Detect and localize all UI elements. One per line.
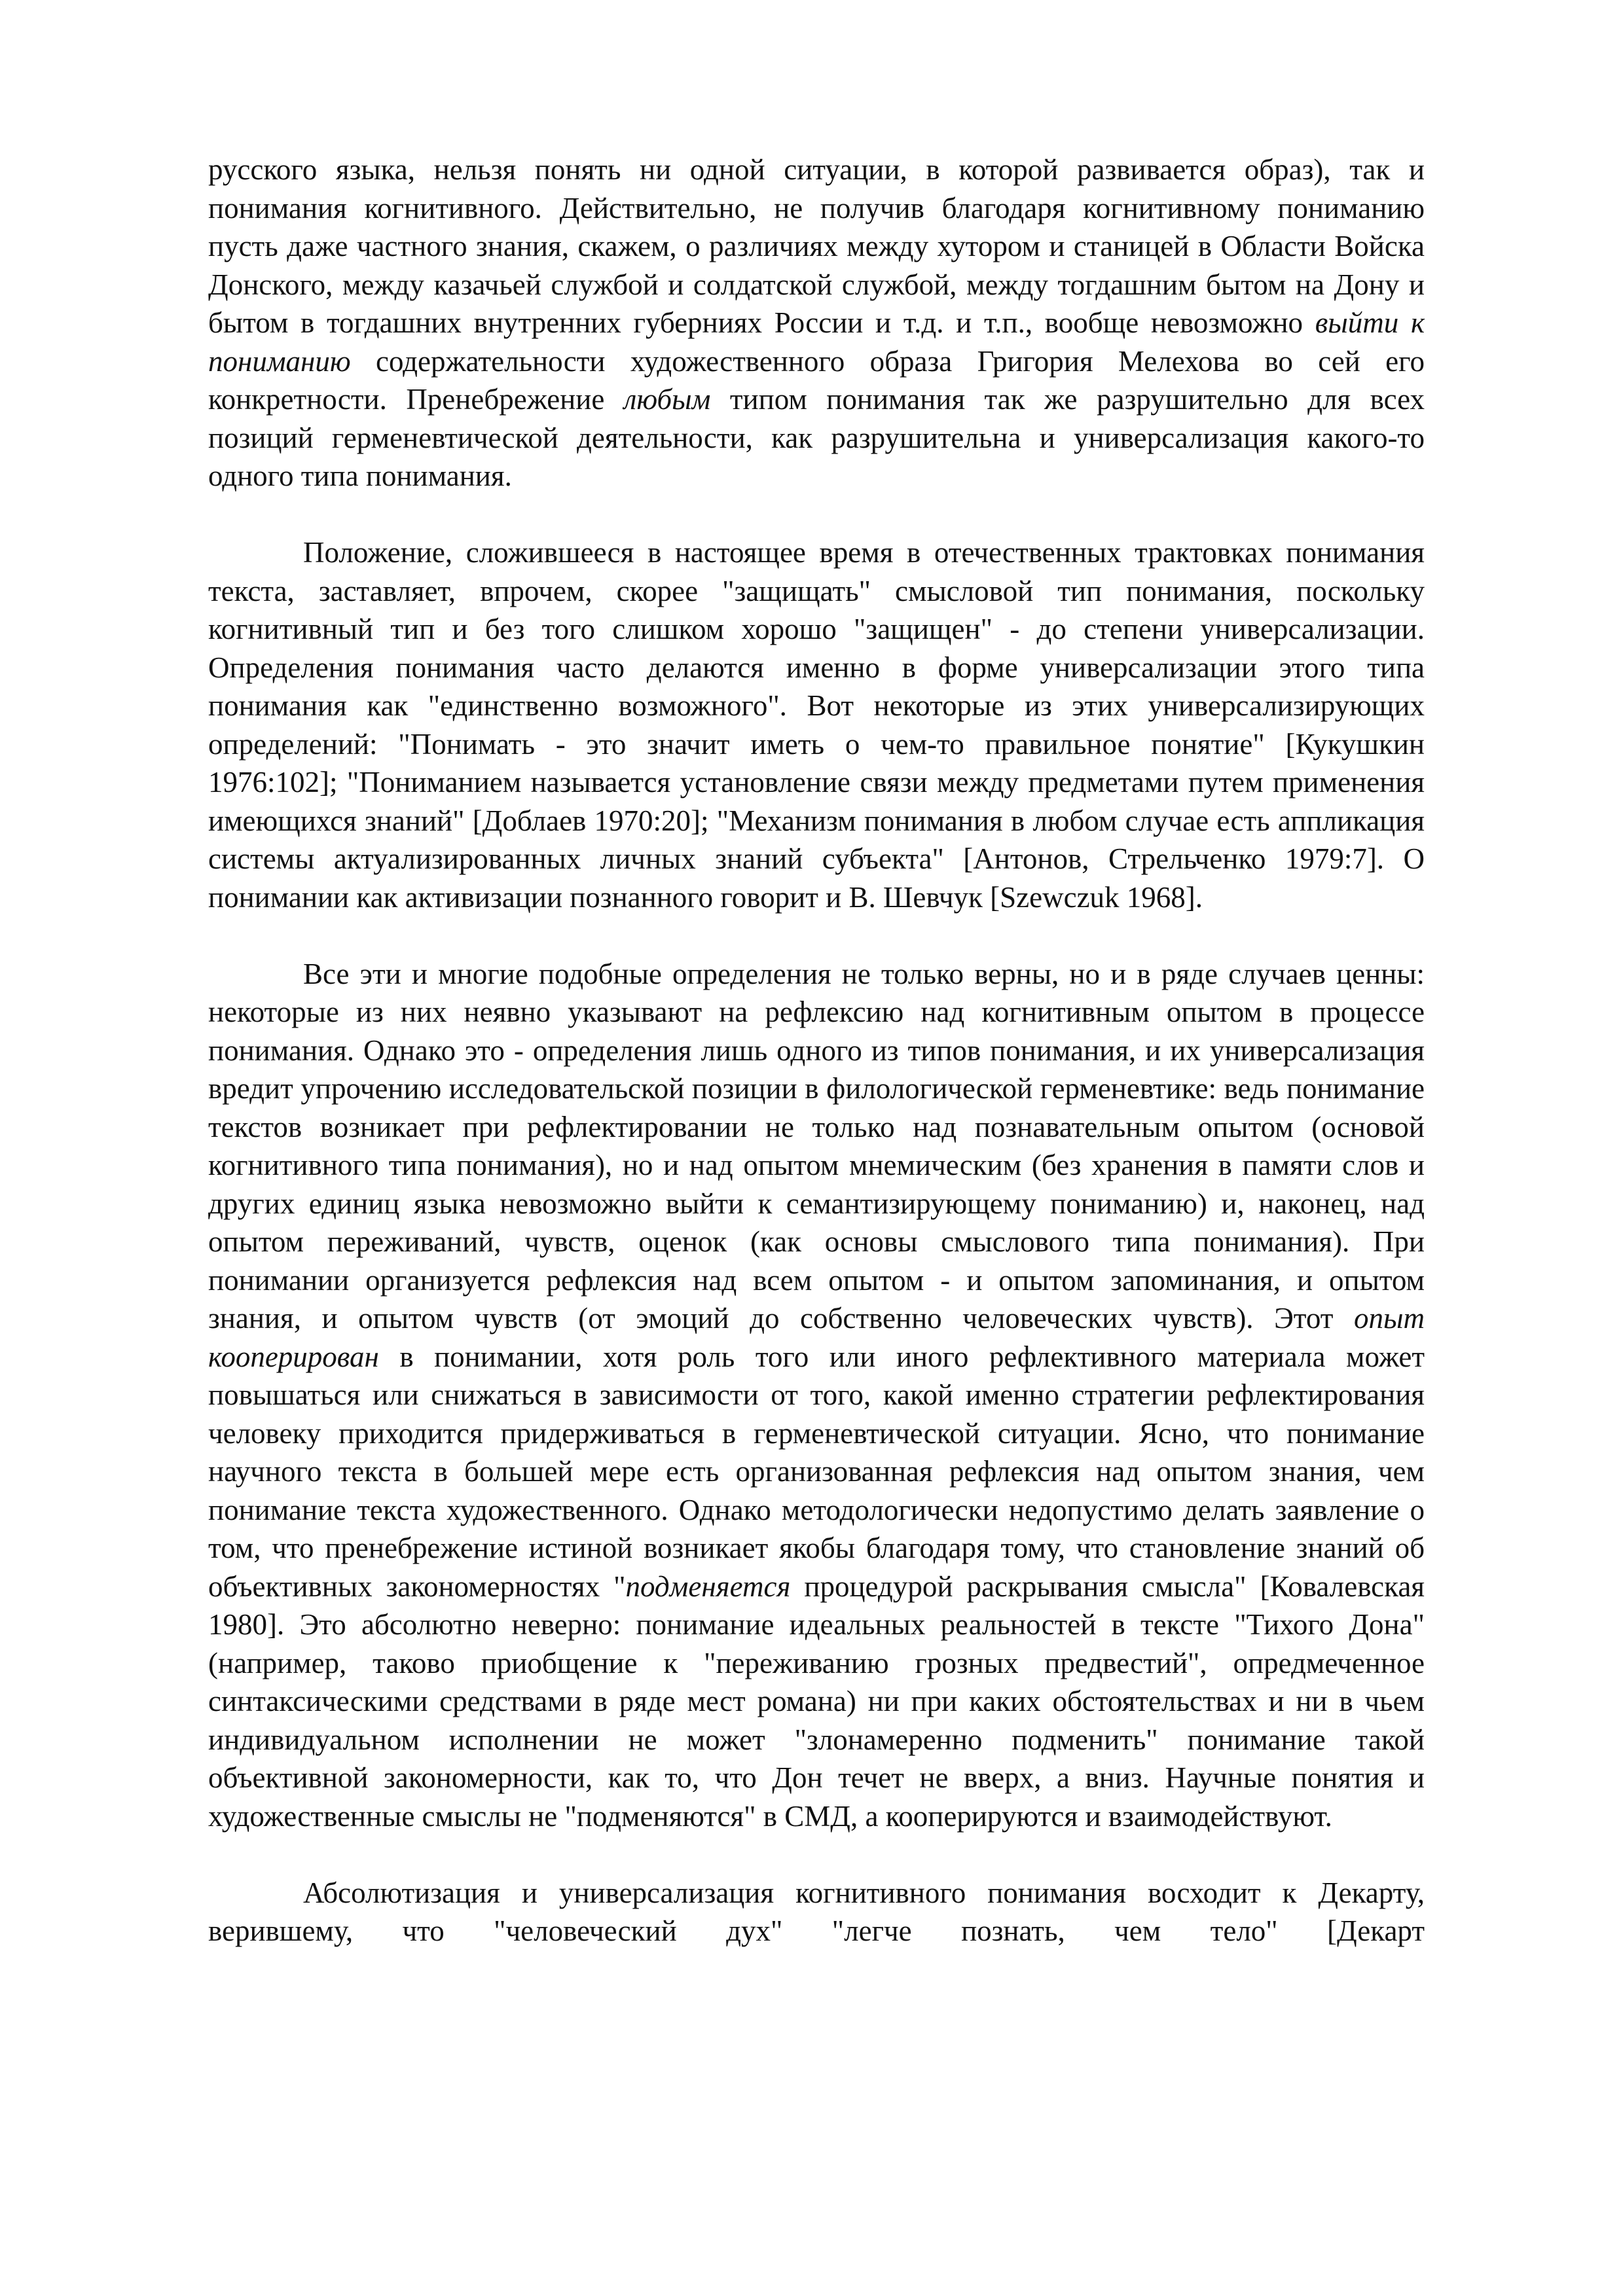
italic-text-run: выйти к пониманию (208, 306, 1425, 378)
paragraph-spacer (208, 1835, 1425, 1874)
text-run: русского языка, нельзя понять ни одной ситуации, в которой развивается образ), так и понимания когнитивного. Действительно, не получив благодаря когнитивному пониманию пусть даже частного знания, скажем, о различиях между хутором и станицей в Области Войска Донского, между казачьей службой и солдатской службой, между тогдашним бытом на Дону и бытом в тогдашних внутренних губерниях России и т.д. и т.п., вообще невозможно (208, 153, 1425, 339)
paragraph (208, 533, 1425, 916)
paragraph (208, 151, 1425, 495)
text-run: Положение, сложившееся в настоящее время в отечественных трактовках понимания текста, заставляет, впрочем, скорее "защищать" смысловой тип понимания, поскольку когнитивный тип и без того слишком хорошо "защищен" - до степени универсализации. Определения понимания часто делаются именно в форме универсализации этого типа понимания как "единственно возможного". Вот некоторые из этих универсализирующих определений: "Понимать - это значит иметь о чем-то правильное понятие" [Кукушкин 1976:102]; "Пониманием называется установление связи между предметами путем применения имеющихся знаний" [Доблаев 1970:20]; "Механизм понимания в любом случае есть аппликация системы актуализированных личных знаний субъекта" [Антонов, Стрельченко 1979:7]. О понимании как активизации познанного говорит и В. Шевчук [Szewczuk 1968]. (208, 536, 1425, 914)
italic-text-run: опыт кооперирован (208, 1302, 1425, 1373)
text-run: типом понимания так же разрушительно для всех позиций герменевтической деятельности, как разрушительна и универсализация какого-то одного типа понимания. (208, 383, 1425, 492)
paragraph-spacer (208, 916, 1425, 955)
text-run: содержательности художественного образа Григория Мелехова во сей его конкретности. Пренебрежение (208, 344, 1425, 416)
paragraph (208, 1874, 1425, 1950)
document-page (208, 151, 1425, 1950)
text-run: Все эти и многие подобные определения не только верны, но и в ряде случаев ценны: некоторые из них неявно указывают на рефлексию над когнитивным опытом в процессе понимания. Однако это - определения лишь одного из типов понимания, и их универсализация вредит упрочению исследовательской позиции в филологической герменевтике: ведь понимание текстов возникает при рефлектировании не только над познавательным опытом (основой когнитивного типа понимания), но и над опытом мнемическим (без хранения в памяти слов и других единиц языка невозможно выйти к семантизирующему пониманию) и, наконец, над опытом переживаний, чувств, оценок (как основы смыслового типа понимания). При понимании организуется рефлексия над всем опытом - и опытом запоминания, и опытом знания, и опытом чувств (от эмоций до собственно человеческих чувств). Этот (208, 957, 1425, 1335)
text-run: Абсолютизация и универсализация когнитивного понимания восходит к Декарту, верившему, что "человеческий дух" "легче познать, чем тело" [Декарт (208, 1876, 1425, 1947)
text-run: процедурой раскрывания смысла" [Ковалевская 1980]. Это абсолютно неверно: понимание идеальных реальностей в тексте "Тихого Дона" (например, таково приобщение к "переживанию грозных предвестий", опредмеченное синтаксическими средствами в ряде мест романа) ни при каких обстоятельствах и ни в чьем индивидуальном исполнении не может "злонамеренно подменить" понимание такой объективной закономерности, как то, что Дон течет не вверх, а вниз. Научные понятия и художественные смыслы не "подменяются" в СМД, а кооперируются и взаимодействуют. (208, 1570, 1425, 1833)
paragraph-spacer (208, 495, 1425, 534)
text-run: в понимании, хотя роль того или иного рефлективного материала может повышаться или снижаться в зависимости от того, какой именно стратегии рефлектирования человеку приходится придерживаться в герменевтической ситуации. Ясно, что понимание научного текста в большей мере есть организованная рефлексия над опытом знания, чем понимание текста художественного. Однако методологически недопустимо делать заявление о том, что пренебрежение истиной возникает якобы благодаря тому, что становление знаний об объективных закономерностях " (208, 1340, 1425, 1603)
italic-text-run: любым (623, 383, 711, 416)
paragraph (208, 955, 1425, 1836)
italic-text-run: подменяется (625, 1570, 791, 1603)
